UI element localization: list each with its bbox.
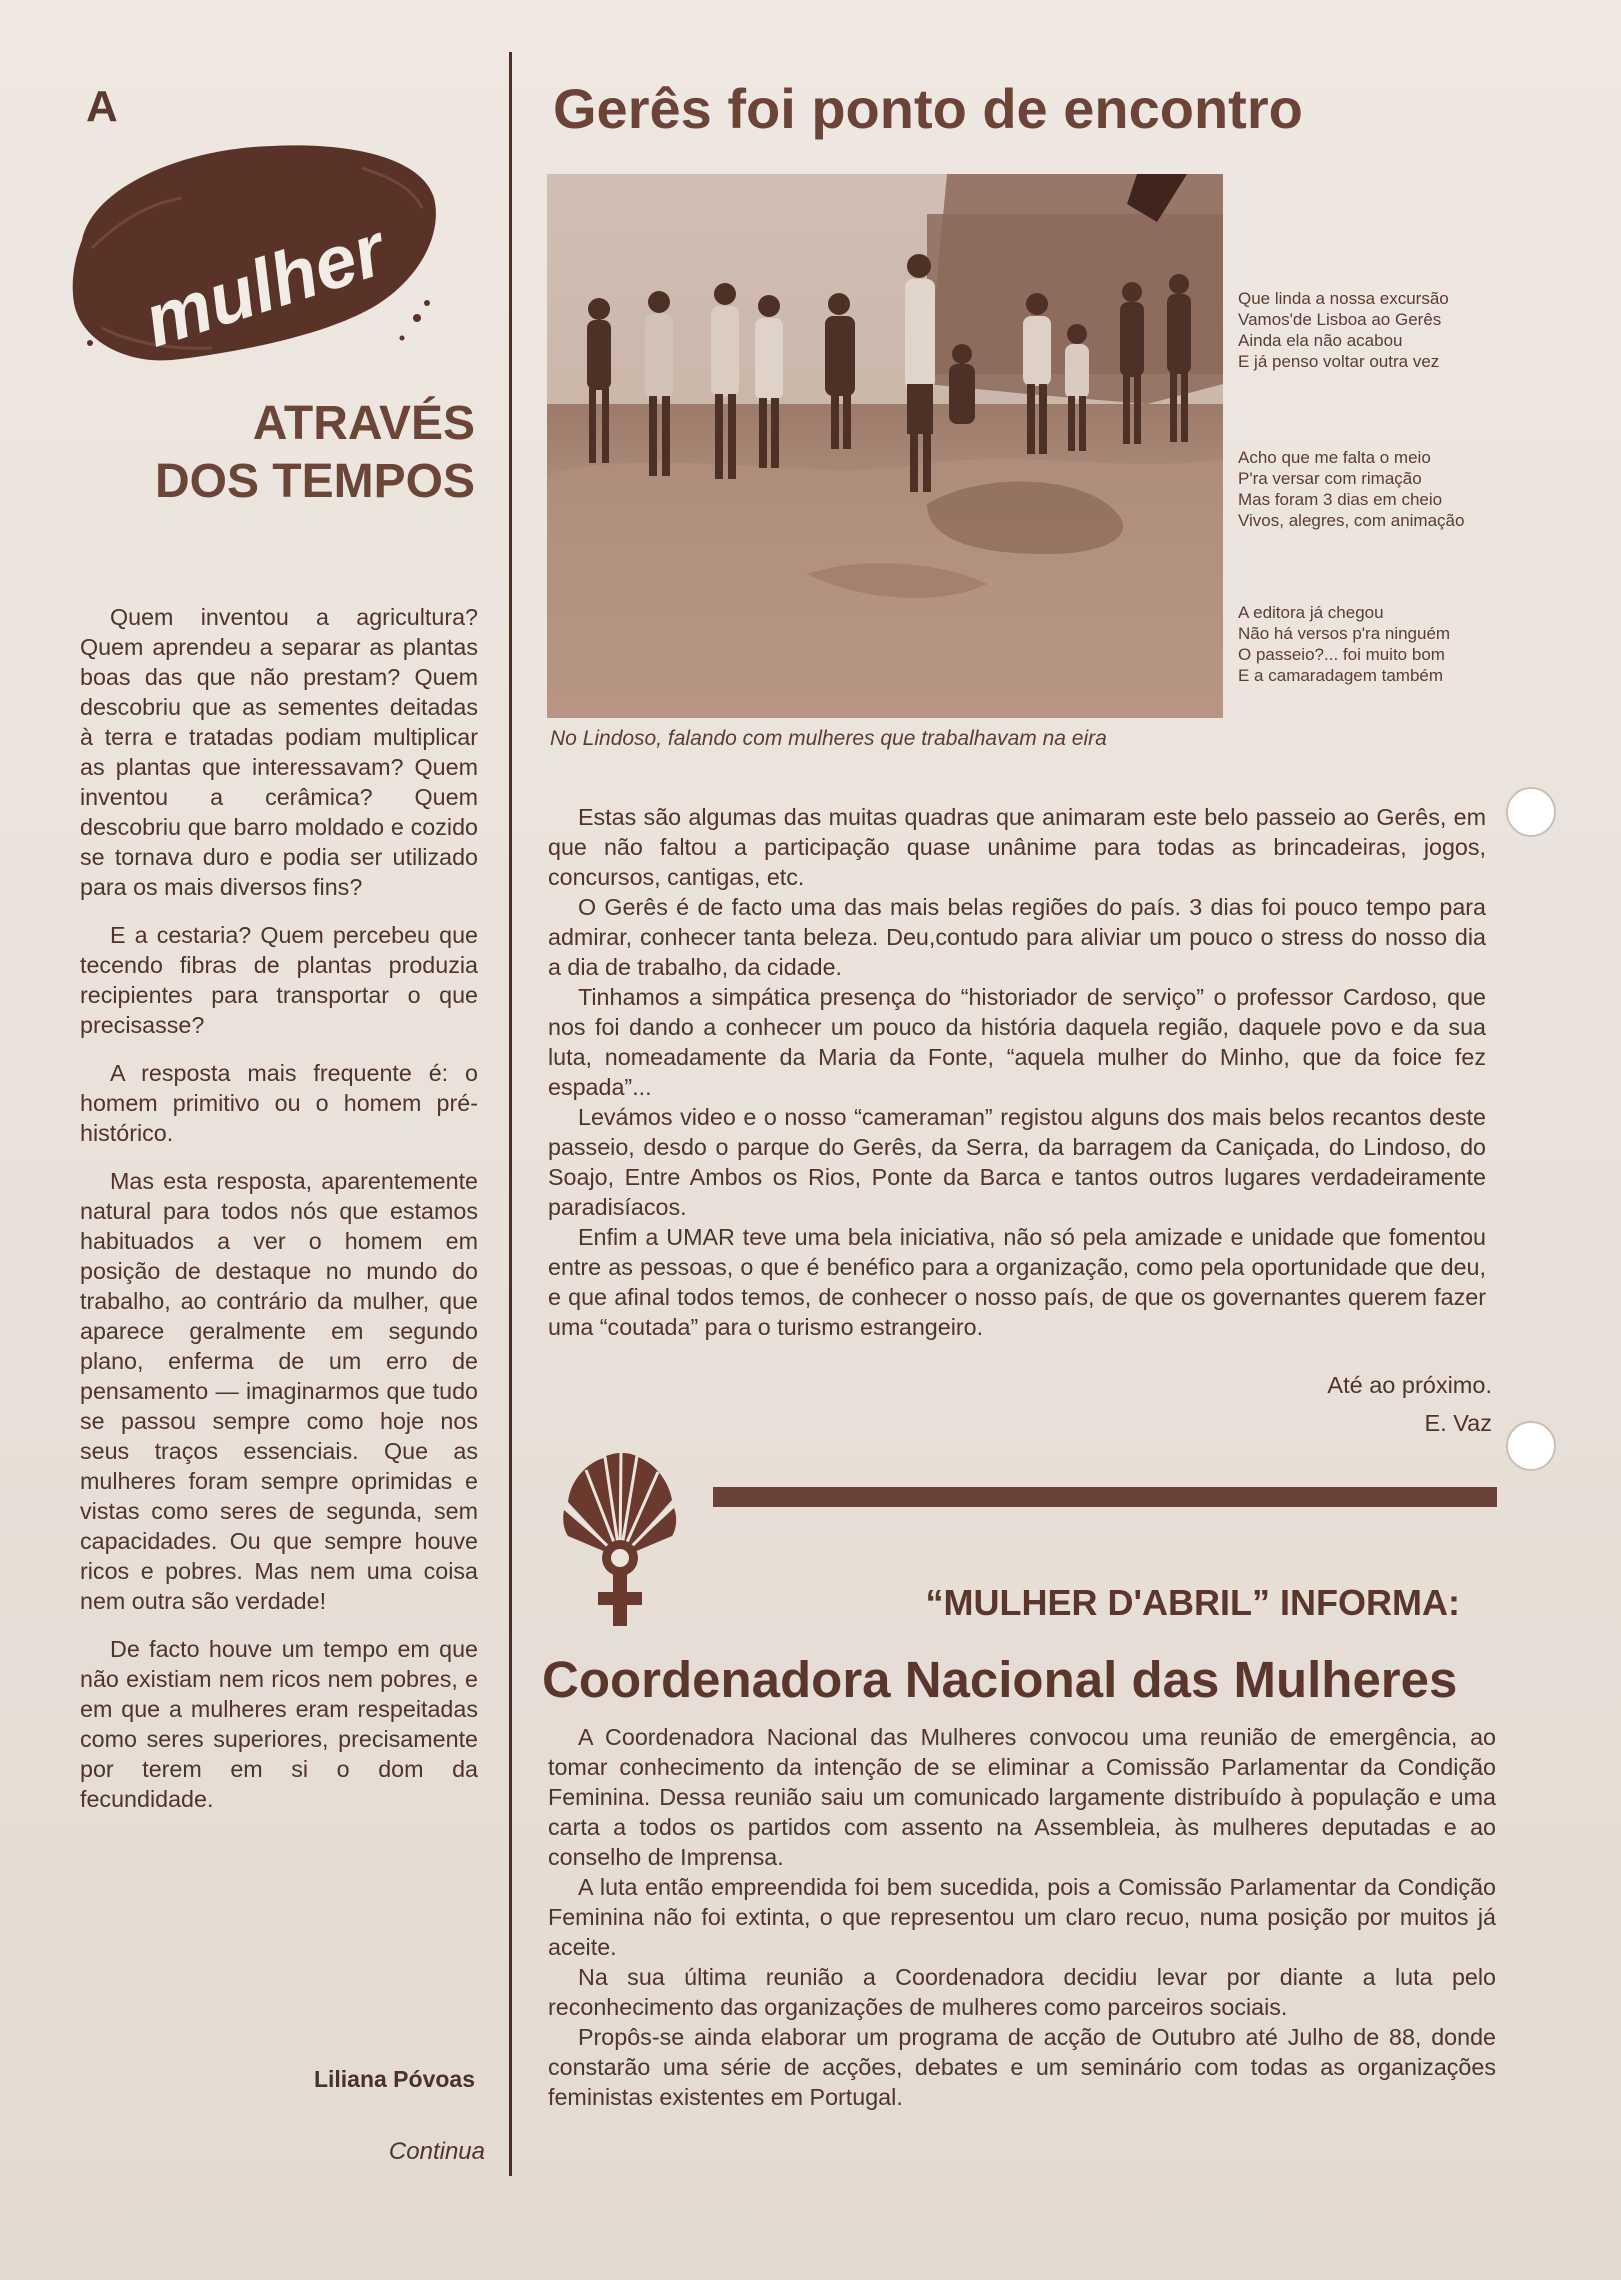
poem-line: E já penso voltar outra vez [1238, 352, 1440, 371]
coordenadora-title: Coordenadora Nacional das Mulheres [542, 1651, 1458, 1708]
coordenadora-article-body [548, 1722, 1496, 2112]
paragraph: Tinhamos a simpática presença do “historiador de serviço” o professor Cardoso, que nos foi dando a conhecer um pouco da história daquela região, daquele povo e da sua luta, nomeadamente da Maria da Fonte, “aquela mulher do Minho, que da foice fez espada”... [548, 984, 1486, 1100]
photo-caption: No Lindoso, falando com mulheres que trabalhavam na eira [550, 727, 1107, 750]
poem-line: Ainda ela não acabou [1238, 331, 1403, 350]
poem-line: P'ra versar com rimação [1238, 469, 1422, 488]
paragraph: Na sua última reunião a Coordenadora decidiu levar por diante a luta pelo reconhecimento das organizações de mulheres como parceiros sociais. [548, 1964, 1496, 2020]
poem-line: Não há versos p'ra ninguém [1238, 624, 1451, 643]
section-rule [713, 1487, 1497, 1507]
shell-venus-icon [560, 1450, 680, 1630]
paragraph: A resposta mais frequente é: o homem primitivo ou o homem pré-histórico. [80, 1060, 478, 1146]
excursion-photo [547, 174, 1223, 718]
paragraph: O Gerês é de facto uma das mais belas regiões do país. 3 dias foi pouco tempo para admirar, conhecer tanta beleza. Deu,contudo para aliviar um pouco o stress do nosso dia a dia de trabalho, da cidade. [548, 894, 1486, 980]
poem-line: Que linda a nossa excursão [1238, 289, 1449, 308]
paragraph: Levámos video e o nosso “cameraman” registou alguns dos mais belos recantos deste passeio, desdo o parque do Gerês, da Serra, da barragem da Caniçada, do Lindoso, do Soajo, Entre Ambos os Rios, Ponte da Barca e tantos outros lugares verdadeiramente paradisíacos. [548, 1104, 1486, 1220]
continua-label: Continua [388, 2138, 485, 2165]
paragraph: E a cestaria? Quem percebeu que tecendo fibras de plantas produzia recipientes para transportar o que precisasse? [80, 922, 478, 1038]
geres-headline: Gerês foi ponto de encontro [553, 77, 1303, 140]
paragraph: A luta então empreendida foi bem sucedida, pois a Comissão Parlamentar da Condição Feminina não foi extinta, o que representou um claro recuo, numa posição por muitos já aceite. [548, 1874, 1496, 1960]
paragraph: Estas são algumas das muitas quadras que animaram este belo passeio ao Gerês, em que não faltou a participação quase unânime para todas as brincadeiras, jogos, concursos, cantigas, etc. [548, 804, 1486, 890]
title-prefix: A [86, 82, 118, 131]
poem-line: O passeio?... foi muito bom [1238, 645, 1445, 664]
signature: E. Vaz [1424, 1410, 1492, 1436]
binder-hole [1506, 787, 1556, 837]
poem-line: A editora já chegou [1238, 603, 1384, 622]
poem-stanza [1238, 602, 1538, 686]
signoff-block [1100, 1366, 1492, 1442]
section-title [60, 395, 475, 511]
column-divider [509, 52, 512, 2176]
paragraph: De facto houve um tempo em que não existiam nem ricos nem pobres, e em que a mulheres eram respeitadas como seres superiores, precisamente por terem em si o dom da fecundidade. [80, 1636, 478, 1812]
poem-stanza [1238, 447, 1538, 531]
poem-stanza [1238, 288, 1538, 372]
paragraph: Quem inventou a agricultura? Quem aprendeu a separar as plantas boas das que não prestam? Quem descobriu que as sementes deitadas à terra e tratadas podiam multiplicar as plantas que interessavam? Quem inventou a cerâmica? Quem descobriu que barro moldado e cozido se tornava duro e podia ser utilizado para os mais diversos fins? [80, 604, 478, 900]
poem-line: Mas foram 3 dias em cheio [1238, 490, 1443, 509]
mulher-logo [62, 128, 442, 378]
paragraph: Mas esta resposta, aparentemente natural para todos nós que estamos habituados a ver o homem em posição de destaque no mundo do trabalho, ao contrário da mulher, que aparece geralmente em segundo plano, enferma de um erro de pensamento — imaginarmos que tudo se passou sempre como hoje nos seus traços essenciais. Que as mulheres foram sempre oprimidas e vistas como seres de segunda, sem capacidades. Ou que sempre houve ricos e pobres. Mas nem uma coisa nem outra são verdade! [80, 1168, 478, 1614]
poem-line: Acho que me falta o meio [1238, 448, 1431, 467]
geres-article-body [548, 802, 1486, 1342]
section-kicker: “MULHER D'ABRIL” INFORMA: [925, 1582, 1460, 1623]
logo-wordmark: mulher [134, 207, 395, 363]
title-line-1: ATRAVÉS [252, 397, 475, 450]
binder-hole [1506, 1421, 1556, 1471]
poem-line: E a camaradagem também [1238, 666, 1444, 685]
poem-line: Vivos, alegres, com animação [1238, 511, 1465, 530]
poem-line: Vamos'de Lisboa ao Gerês [1238, 310, 1442, 329]
paragraph: Propôs-se ainda elaborar um programa de acção de Outubro até Julho de 88, donde constarão uma série de acções, debates e um seminário com todas as organizações feministas existentes em Portugal. [548, 2024, 1496, 2110]
author-byline: Liliana Póvoas [313, 2066, 475, 2092]
title-line-2: DOS TEMPOS [154, 455, 475, 508]
paragraph: A Coordenadora Nacional das Mulheres convocou uma reunião de emergência, ao tomar conhecimento da intenção de se eliminar a Comissão Parlamentar da Condição Feminina. Dessa reunião saiu um comunicado largamente distribuído à população e uma carta a todos os partidos com assento na Assembleia, às mulheres deputadas e ao conselho de Imprensa. [548, 1724, 1496, 1870]
paragraph: Enfim a UMAR teve uma bela iniciativa, não só pela amizade e unidade que fomentou entre as pessoas, o que é benéfico para a organização, como pela oportunidade que deu, e que afinal todos temos, de conhecer o nosso país, de que os governantes querem fazer uma “coutada” para o turismo estrangeiro. [548, 1224, 1486, 1340]
left-article-body [80, 602, 478, 1832]
signoff-text: Até ao próximo. [1327, 1372, 1492, 1398]
